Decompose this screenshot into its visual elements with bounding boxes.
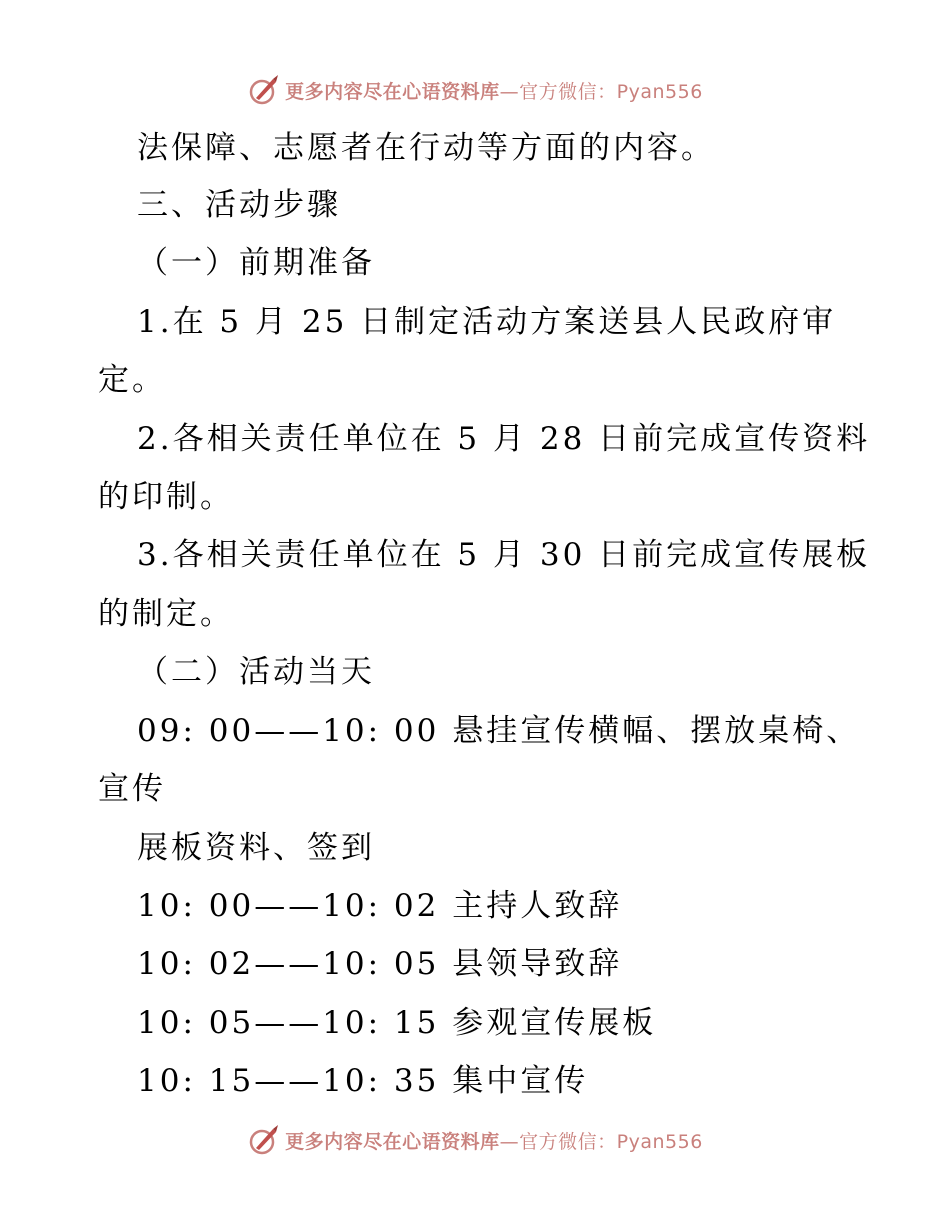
- section-heading: 三、活动步骤: [137, 187, 341, 223]
- quill-logo-icon: [247, 73, 281, 107]
- text-line: 的制定。: [98, 596, 234, 632]
- watermark-text: 更多内容尽在心语资料库—官方微信：Pyan556: [285, 1130, 703, 1153]
- watermark-text: 更多内容尽在心语资料库—官方微信：Pyan556: [285, 80, 703, 103]
- quill-logo-icon: [247, 1123, 281, 1157]
- schedule-line: 09: 00——10: 00 悬挂宣传横幅、摆放桌椅、: [137, 713, 861, 749]
- subsection-heading: （二）活动当天: [137, 654, 375, 690]
- header-watermark: [0, 70, 950, 110]
- schedule-line: 10: 02——10: 05 县领导致辞: [137, 946, 623, 982]
- footer-watermark: [0, 1120, 950, 1160]
- text-line: 2.各相关责任单位在 5 月 28 日前完成宣传资料: [137, 421, 871, 457]
- text-line: 法保障、志愿者在行动等方面的内容。: [137, 130, 715, 166]
- schedule-line: 10: 05——10: 15 参观宣传展板: [137, 1005, 657, 1041]
- text-line: 定。: [98, 362, 166, 398]
- text-line: 1.在 5 月 25 日制定活动方案送县人民政府审: [137, 304, 837, 340]
- text-line: 的印制。: [98, 479, 234, 515]
- subsection-heading: （一）前期准备: [137, 245, 375, 281]
- text-line: 展板资料、签到: [137, 830, 375, 866]
- text-line: 3.各相关责任单位在 5 月 30 日前完成宣传展板: [137, 537, 871, 573]
- schedule-line: 10: 15——10: 35 集中宣传: [137, 1063, 589, 1099]
- schedule-line: 10: 00——10: 02 主持人致辞: [137, 888, 623, 924]
- text-line: 宣传: [98, 771, 166, 807]
